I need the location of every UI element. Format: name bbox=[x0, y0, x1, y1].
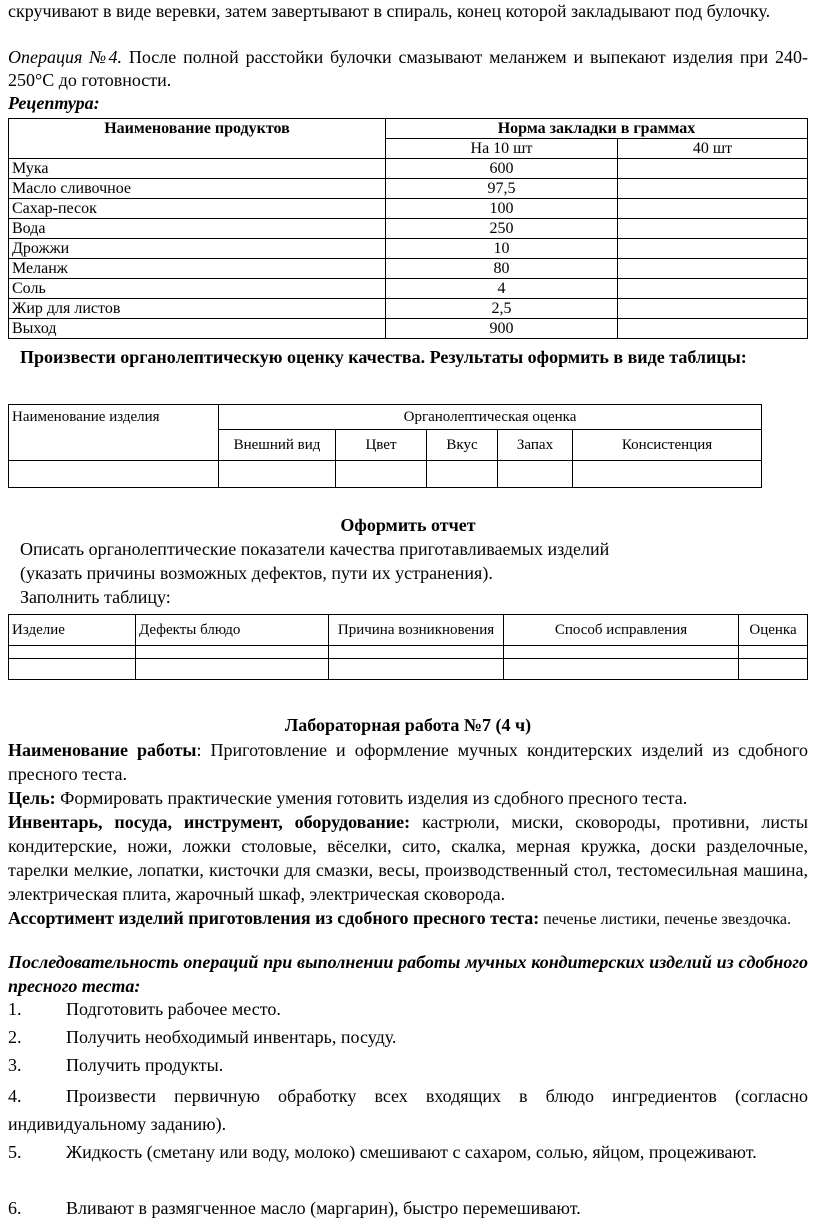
recipe-col-name: Наименование продуктов bbox=[9, 119, 386, 159]
operation-4-text: После полной расстойки булочки смазывают меланжем и выпекают изделия при 240-250°С до готовности. bbox=[8, 47, 809, 90]
org-col-look: Внешний вид bbox=[219, 430, 336, 461]
recipe-cell-40 bbox=[618, 259, 808, 279]
def-empty-cell bbox=[136, 659, 329, 680]
table-row bbox=[9, 259, 808, 279]
lab7-assortment-paragraph bbox=[8, 906, 808, 932]
lab7-name-text: : Приготовление и оформление мучных кондитерских изделий из сдобного пресного теста. bbox=[8, 740, 808, 784]
def-empty-cell bbox=[9, 646, 136, 659]
table-row bbox=[9, 646, 808, 659]
org-col-taste: Вкус bbox=[427, 430, 498, 461]
org-empty-cell bbox=[219, 461, 336, 488]
def-col-item: Изделие bbox=[9, 615, 136, 646]
table-row bbox=[9, 659, 808, 680]
recipe-cell-name: Дрожжи bbox=[9, 239, 386, 259]
lab7-inventory-label: Инвентарь, посуда, инструмент, оборудование: bbox=[8, 812, 411, 832]
organoleptic-heading: Произвести органолептическую оценку качества. Результаты оформить в виде таблицы: bbox=[20, 347, 747, 367]
org-col-item: Наименование изделия bbox=[9, 405, 219, 461]
step-text: Получить продукты. bbox=[66, 1055, 224, 1075]
lab7-assortment-text: печенье листики, печенье звездочка. bbox=[539, 911, 792, 928]
recipe-cell-40 bbox=[618, 179, 808, 199]
table-row bbox=[9, 461, 762, 488]
table-row bbox=[9, 199, 808, 219]
recipe-col-40: 40 шт bbox=[618, 139, 808, 159]
table-row bbox=[9, 239, 808, 259]
org-col-color: Цвет bbox=[336, 430, 427, 461]
recipe-col-norm: Норма закладки в граммах bbox=[386, 119, 808, 139]
operation-4-paragraph bbox=[8, 46, 808, 92]
lab7-inventory-text: кастрюли, миски, сковороды, противни, листы кондитерские, ножи, ложки столовые, вёселки, сито, скалка, мерная кружка, доски разделочные, тарелки мелкие, лопатки, кисточки для смазки, весы, производственный стол, тестомесильная машина, электрическая плита, жарочный шкаф, электрическая сковорода. bbox=[8, 812, 808, 904]
recipe-cell-40 bbox=[618, 219, 808, 239]
table-row bbox=[9, 279, 808, 299]
def-col-fix: Способ исправления bbox=[504, 615, 739, 646]
recipe-cell-name: Выход bbox=[9, 319, 386, 339]
def-empty-cell bbox=[504, 659, 739, 680]
list-item bbox=[8, 1082, 808, 1138]
recipe-table bbox=[8, 118, 808, 339]
step-number: 5. bbox=[8, 1142, 22, 1162]
def-empty-cell bbox=[9, 659, 136, 680]
lab7-title: Лабораторная работа №7 (4 ч) bbox=[284, 715, 532, 735]
report-line-2: (указать причины возможных дефектов, пути их устранения). bbox=[20, 563, 493, 583]
step-number: 3. bbox=[8, 1055, 22, 1075]
recipe-cell-10: 4 bbox=[386, 279, 618, 299]
org-empty-cell bbox=[9, 461, 219, 488]
def-empty-cell bbox=[739, 659, 808, 680]
recipe-cell-40 bbox=[618, 239, 808, 259]
recipe-heading: Рецептура: bbox=[8, 93, 100, 113]
step-text: Жидкость (сметану или воду, молоко) смешивают с сахаром, солью, яйцом, процеживают. bbox=[66, 1142, 757, 1162]
recipe-cell-10: 2,5 bbox=[386, 299, 618, 319]
def-empty-cell bbox=[739, 646, 808, 659]
recipe-cell-10: 80 bbox=[386, 259, 618, 279]
list-item bbox=[8, 1138, 808, 1194]
recipe-cell-40 bbox=[618, 319, 808, 339]
org-empty-cell bbox=[427, 461, 498, 488]
def-col-score: Оценка bbox=[739, 615, 808, 646]
step-text: Получить необходимый инвентарь, посуду. bbox=[66, 1027, 397, 1047]
organoleptic-table bbox=[8, 404, 762, 488]
recipe-cell-10: 10 bbox=[386, 239, 618, 259]
step-number: 4. bbox=[8, 1086, 22, 1106]
step-number: 6. bbox=[8, 1198, 22, 1218]
org-empty-cell bbox=[498, 461, 573, 488]
recipe-cell-name: Меланж bbox=[9, 259, 386, 279]
report-line-3: Заполнить таблицу: bbox=[20, 587, 171, 607]
step-text: Произвести первичную обработку всех входящих в блюдо ингредиентов (согласно индивидуальному заданию). bbox=[8, 1086, 808, 1134]
lab7-goal-text: Формировать практические умения готовить изделия из сдобного пресного теста. bbox=[55, 788, 688, 808]
operation-4-label: Операция №4. bbox=[8, 47, 123, 67]
step-number: 2. bbox=[8, 1027, 22, 1047]
lab7-name-paragraph bbox=[8, 738, 808, 786]
step-text: Вливают в размягченное масло (маргарин), быстро перемешивают. bbox=[66, 1198, 581, 1218]
recipe-cell-name: Мука bbox=[9, 159, 386, 179]
recipe-col-10: На 10 шт bbox=[386, 139, 618, 159]
lab7-sequence-title: Последовательность операций при выполнении работы мучных кондитерских изделий из сдобного пресного теста: bbox=[8, 952, 808, 996]
def-col-defects: Дефекты блюдо bbox=[136, 615, 329, 646]
recipe-cell-10: 97,5 bbox=[386, 179, 618, 199]
recipe-cell-name: Соль bbox=[9, 279, 386, 299]
table-row bbox=[9, 219, 808, 239]
table-row bbox=[9, 159, 808, 179]
org-empty-cell bbox=[336, 461, 427, 488]
list-item bbox=[8, 1054, 808, 1082]
report-line-1: Описать органолептические показатели качества приготавливаемых изделий bbox=[20, 539, 610, 559]
lab7-name-label: Наименование работы bbox=[8, 740, 197, 760]
def-col-cause: Причина возникновения bbox=[329, 615, 504, 646]
org-col-eval: Органолептическая оценка bbox=[219, 405, 762, 430]
recipe-cell-name: Сахар-песок bbox=[9, 199, 386, 219]
recipe-cell-10: 250 bbox=[386, 219, 618, 239]
intro-paragraph bbox=[8, 0, 808, 23]
recipe-cell-40 bbox=[618, 299, 808, 319]
step-number: 1. bbox=[8, 999, 22, 1019]
steps-list bbox=[8, 998, 808, 1222]
step-text: Подготовить рабочее место. bbox=[66, 999, 281, 1019]
intro-text: скручивают в виде веревки, затем завертывают в спираль, конец которой закладывают под булочку. bbox=[8, 1, 771, 21]
org-col-smell: Запах bbox=[498, 430, 573, 461]
lab7-assortment-label: Ассортимент изделий приготовления из сдобного пресного теста: bbox=[8, 908, 540, 928]
lab7-goal-label: Цель: bbox=[8, 788, 56, 808]
def-empty-cell bbox=[504, 646, 739, 659]
def-empty-cell bbox=[136, 646, 329, 659]
table-row bbox=[9, 179, 808, 199]
recipe-cell-name: Масло сливочное bbox=[9, 179, 386, 199]
def-empty-cell bbox=[329, 646, 504, 659]
recipe-cell-name: Жир для листов bbox=[9, 299, 386, 319]
recipe-cell-10: 600 bbox=[386, 159, 618, 179]
list-item bbox=[8, 1194, 808, 1222]
org-col-consistency: Консистенция bbox=[573, 430, 762, 461]
table-row bbox=[9, 299, 808, 319]
list-item bbox=[8, 998, 808, 1026]
table-row bbox=[9, 319, 808, 339]
recipe-cell-10: 900 bbox=[386, 319, 618, 339]
recipe-cell-40 bbox=[618, 199, 808, 219]
lab7-inventory-paragraph bbox=[8, 810, 808, 906]
report-title: Оформить отчет bbox=[340, 515, 476, 535]
org-empty-cell bbox=[573, 461, 762, 488]
list-item bbox=[8, 1026, 808, 1054]
recipe-cell-40 bbox=[618, 159, 808, 179]
recipe-cell-10: 100 bbox=[386, 199, 618, 219]
def-empty-cell bbox=[329, 659, 504, 680]
defects-table bbox=[8, 614, 808, 680]
lab7-goal-paragraph bbox=[8, 786, 808, 810]
recipe-cell-name: Вода bbox=[9, 219, 386, 239]
recipe-cell-40 bbox=[618, 279, 808, 299]
